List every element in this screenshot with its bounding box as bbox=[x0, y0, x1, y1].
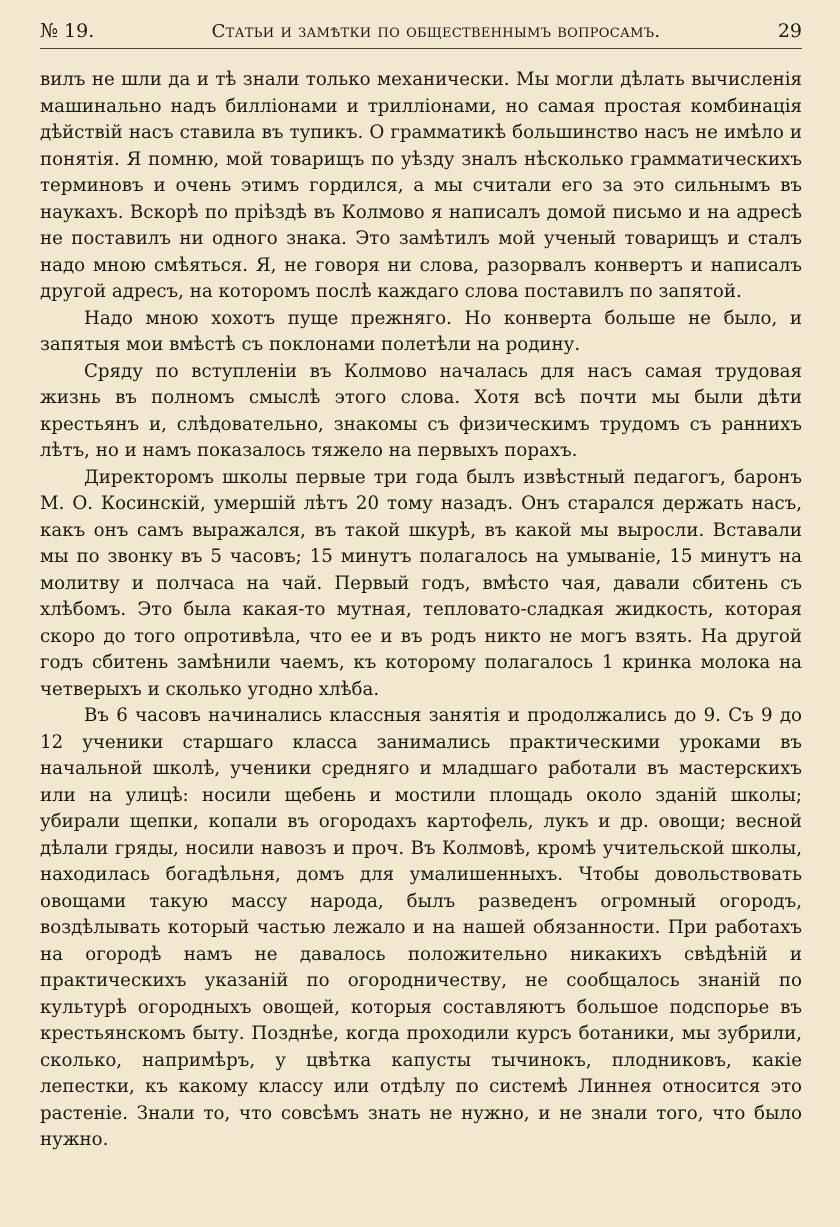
issue-number: № 19. bbox=[40, 20, 95, 42]
paragraph: Сряду по вступленіи въ Колмово началась для насъ самая трудовая жизнь въ полномъ смыслѣ этого слова. Хотя всѣ почти мы были дѣти крестьянъ и, слѣдовательно, знакомы съ физическимъ трудомъ съ раннихъ лѣтъ, но и намъ показалось тяжело на первыхъ порахъ. bbox=[40, 360, 802, 461]
page-number: 29 bbox=[777, 20, 802, 42]
running-header bbox=[40, 20, 802, 49]
paragraph: вилъ не шли да и тѣ знали только механически. Мы могли дѣлать вычисленія машинально надъ билліонами и трилліонами, но самая простая комбинація дѣйствій насъ ставила въ тупикъ. О грамматикѣ большинство насъ не имѣло и понятія. Я помню, мой товарищъ по уѣзду зналъ нѣсколько грамматическихъ терминовъ и очень этимъ гордился, а мы считали его за это сильнымъ въ наукахъ. Вскорѣ по пріѣздѣ въ Колмово я написалъ домой письмо и на адресѣ не поставилъ ни одного знака. Это замѣтилъ мой ученый товарищъ и сталъ надо мною смѣяться. Я, не говоря ни слова, разорвалъ конвертъ и написалъ другой адресъ, на которомъ послѣ каждаго слова поставилъ по запятой. bbox=[40, 69, 802, 302]
paragraph: Надо мною хохотъ пуще прежняго. Но конверта больше не было, и запятыя мои вмѣстѣ съ поклонами полетѣли на родину. bbox=[40, 307, 802, 355]
body-text bbox=[40, 67, 802, 1154]
paragraph: Въ 6 часовъ начинались классныя занятія и продолжались до 9. Съ 9 до 12 ученики старшаго класса занимались практическими уроками въ начальной школѣ, ученики средняго и младшаго работали въ мастерскихъ или на улицѣ: носили щебень и мостили площадь около зданій школы; убирали щепки, копали въ огородахъ картофель, лукъ и др. овощи; весной дѣлали гряды, носили навозъ и проч. Въ Колмовѣ, кромѣ учительской школы, находилась богадѣльня, домъ для умалишенныхъ. Чтобы довольствовать овощами такую массу народа, былъ разведенъ огромный огородъ, воздѣлывать который частью лежало и на нашей обязанности. При работахъ на огородѣ намъ не давалось положительно никакихъ свѣдѣній и практическихъ указаній по огородничеству, не сообщалось знаній по культурѣ огородныхъ овощей, которыя составляютъ большое подспорье въ крестьянскомъ быту. Позднѣе, когда проходили курсъ ботаники, мы зубрили, сколько, напримѣръ, у цвѣтка капусты тычинокъ, плодниковъ, какіе лепестки, къ какому классу или отдѣлу по системѣ Линнея относится это растеніе. Знали то, что совсѣмъ знать не нужно, и не знали того, что было нужно. bbox=[40, 705, 802, 1150]
section-title: Статьи и замѣтки по общественнымъ вопросамъ. bbox=[211, 21, 661, 42]
paragraph: Директоромъ школы первые три года былъ извѣстный педагогъ, баронъ М. О. Косинскій, умершій лѣтъ 20 тому назадъ. Онъ старался держать насъ, какъ онъ самъ выражался, въ такой шкурѣ, въ какой мы выросли. Вставали мы по звонку въ 5 часовъ; 15 минутъ полагалось на умываніе, 15 минутъ на молитву и полчаса на чай. Первый годъ, вмѣсто чая, давали сбитень съ хлѣбомъ. Это была какая-то мутная, тепловато-сладкая жидкость, которая скоро до того опротивѣла, что ее и въ родъ никто не могъ взять. На другой годъ сбитень замѣнили чаемъ, къ которому полагалось 1 кринка молока на четверыхъ и сколько угодно хлѣба. bbox=[40, 466, 802, 700]
